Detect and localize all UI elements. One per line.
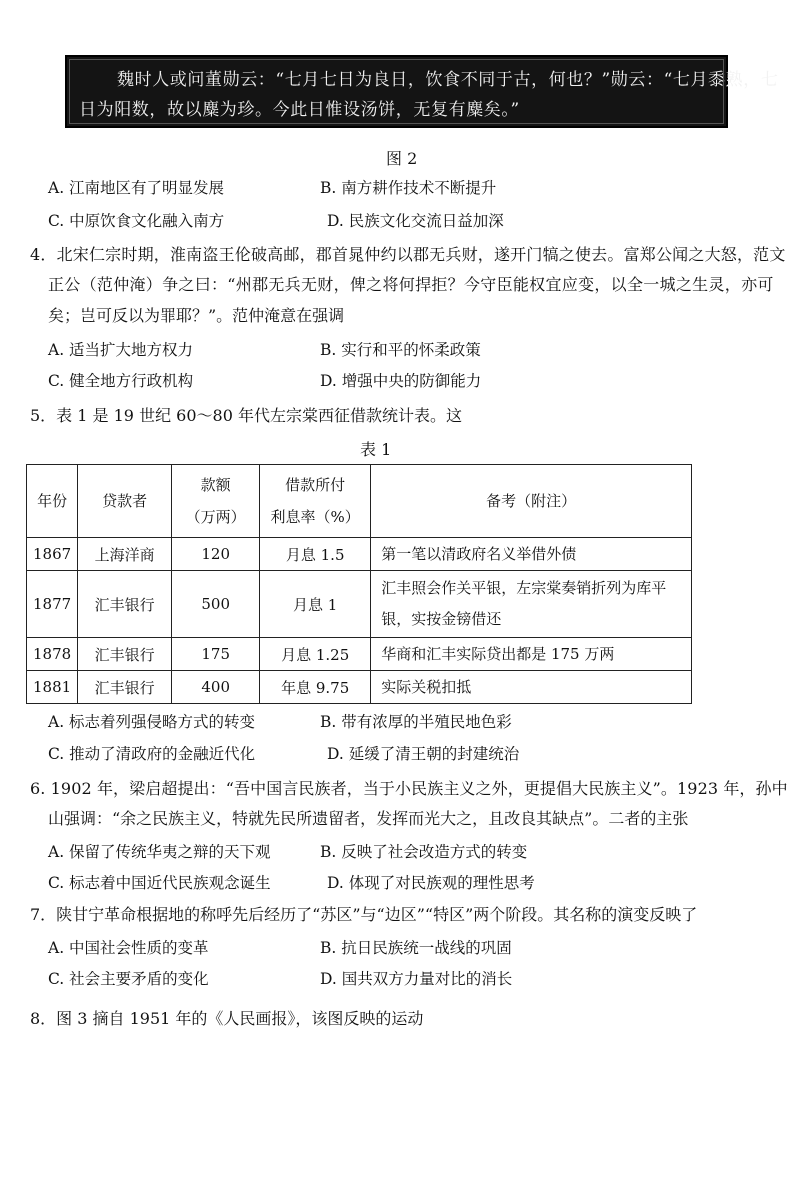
- cell-note: 华商和汇丰实际贷出都是 175 万两: [371, 638, 692, 671]
- cell-lender: 汇丰银行: [78, 571, 172, 638]
- header-lender: 贷款者: [78, 465, 172, 538]
- cell-note: 第一笔以清政府名义举借外债: [371, 538, 692, 571]
- cell-note: 汇丰照会作关平银，左宗棠奏销折列为库平银，实按金镑借还: [371, 571, 692, 638]
- q6-option-d: D. 体现了对民族观的理性思考: [327, 874, 535, 892]
- q4-option-b: B. 实行和平的怀柔政策: [320, 341, 481, 359]
- cell-year: 1878: [27, 638, 78, 671]
- q5-option-b: B. 带有浓厚的半殖民地色彩: [320, 713, 512, 731]
- cell-rate: 月息 1.25: [260, 638, 371, 671]
- q4-stem-line-3: 矣；岂可反以为罪耶？”。范仲淹意在强调: [48, 306, 345, 325]
- cell-lender: 上海洋商: [78, 538, 172, 571]
- loan-statistics-table: [26, 464, 692, 704]
- table-1-caption: 表 1: [360, 440, 392, 459]
- q7-option-d: D. 国共双方力量对比的消长: [320, 970, 513, 988]
- q6-option-b: B. 反映了社会改造方式的转变: [320, 843, 528, 861]
- cell-lender: 汇丰银行: [78, 638, 172, 671]
- q4-option-c: C. 健全地方行政机构: [48, 372, 194, 390]
- q4-option-a: A. 适当扩大地方权力: [48, 341, 194, 359]
- table-row: [27, 638, 692, 671]
- cell-note: 实际关税扣抵: [371, 671, 692, 704]
- cell-amount: 120: [172, 538, 260, 571]
- header-year: 年份: [27, 465, 78, 538]
- q7-stem-line-1: 7．陕甘宁革命根据地的称呼先后经历了“苏区”与“边区”“特区”两个阶段。其名称的演变反映了: [30, 905, 698, 924]
- header-amount-line-2: （万两）: [185, 508, 246, 526]
- quote-line-2: 日为阳数，故以麋为珍。今此日惟设汤饼，无复有麋矣。”: [79, 100, 520, 120]
- cell-year: 1877: [27, 571, 78, 638]
- q4-stem-line-1: 4．北宋仁宗时期，淮南盗王伦破高邮，郡首晁仲约以郡无兵财，遂开门犒之使去。富郑公闻之大怒，范文: [30, 245, 786, 264]
- table-row: [27, 538, 692, 571]
- q3-option-d: D. 民族文化交流日益加深: [327, 212, 504, 230]
- q5-stem-line-1: 5．表 1 是 19 世纪 60～80 年代左宗棠西征借款统计表。这: [30, 406, 462, 425]
- cell-year: 1881: [27, 671, 78, 704]
- header-rate-line-1: 借款所付: [285, 476, 346, 494]
- q6-option-c: C. 标志着中国近代民族观念诞生: [48, 874, 271, 892]
- q6-stem-line-1: 6. 1902 年，梁启超提出：“吾中国言民族者，当于小民族主义之外，更提倡大民族主义”。1923 年，孙中: [30, 779, 788, 798]
- cell-year: 1867: [27, 538, 78, 571]
- table-header-row: [27, 465, 692, 538]
- figure-2-quote-box: [65, 55, 779, 128]
- q5-option-d: D. 延缓了清王朝的封建统治: [327, 745, 520, 763]
- q7-option-b: B. 抗日民族统一战线的巩固: [320, 939, 512, 957]
- header-note: 备考（附注）: [371, 465, 692, 538]
- table-row: [27, 671, 692, 704]
- cell-lender: 汇丰银行: [78, 671, 172, 704]
- cell-amount: 500: [172, 571, 260, 638]
- q3-option-c: C. 中原饮食文化融入南方: [48, 212, 225, 230]
- cell-rate: 年息 9.75: [260, 671, 371, 704]
- q5-option-c: C. 推动了清政府的金融近代化: [48, 745, 256, 763]
- q5-option-a: A. 标志着列强侵略方式的转变: [48, 713, 256, 731]
- cell-rate: 月息 1.5: [260, 538, 371, 571]
- table-row: [27, 571, 692, 638]
- q6-option-a: A. 保留了传统华夷之辩的天下观: [48, 843, 271, 861]
- q3-option-a: A. 江南地区有了明显发展: [48, 179, 225, 197]
- q3-option-b: B. 南方耕作技术不断提升: [320, 179, 497, 197]
- header-amount-line-1: 款额: [200, 476, 231, 494]
- q4-option-d: D. 增强中央的防御能力: [320, 372, 482, 390]
- cell-rate: 月息 1: [260, 571, 371, 638]
- q7-option-a: A. 中国社会性质的变革: [48, 939, 209, 957]
- cell-amount: 175: [172, 638, 260, 671]
- q8-stem-line-1: 8．图 3 摘自 1951 年的《人民画报》，该图反映的运动: [30, 1009, 424, 1028]
- header-amount: [172, 465, 260, 538]
- header-rate-line-2: 利息率（%）: [270, 508, 360, 526]
- quote-line-1: 魏时人或问董勋云：“七月七日为良日，饮食不同于古，何也？”勋云：“七月黍熟，七: [117, 70, 779, 90]
- figure-2-caption: 图 2: [386, 149, 418, 168]
- cell-amount: 400: [172, 671, 260, 704]
- q7-option-c: C. 社会主要矛盾的变化: [48, 970, 209, 988]
- header-rate: [260, 465, 371, 538]
- q6-stem-line-2: 山强调：“余之民族主义，特就先民所遗留者，发挥而光大之，且改良其缺点”。二者的主张: [48, 809, 689, 828]
- q4-stem-line-2: 正公（范仲淹）争之曰：“州郡无兵无财，俾之将何捍拒？今守臣能权宜应变，以全一城之生灵，亦可: [48, 275, 774, 294]
